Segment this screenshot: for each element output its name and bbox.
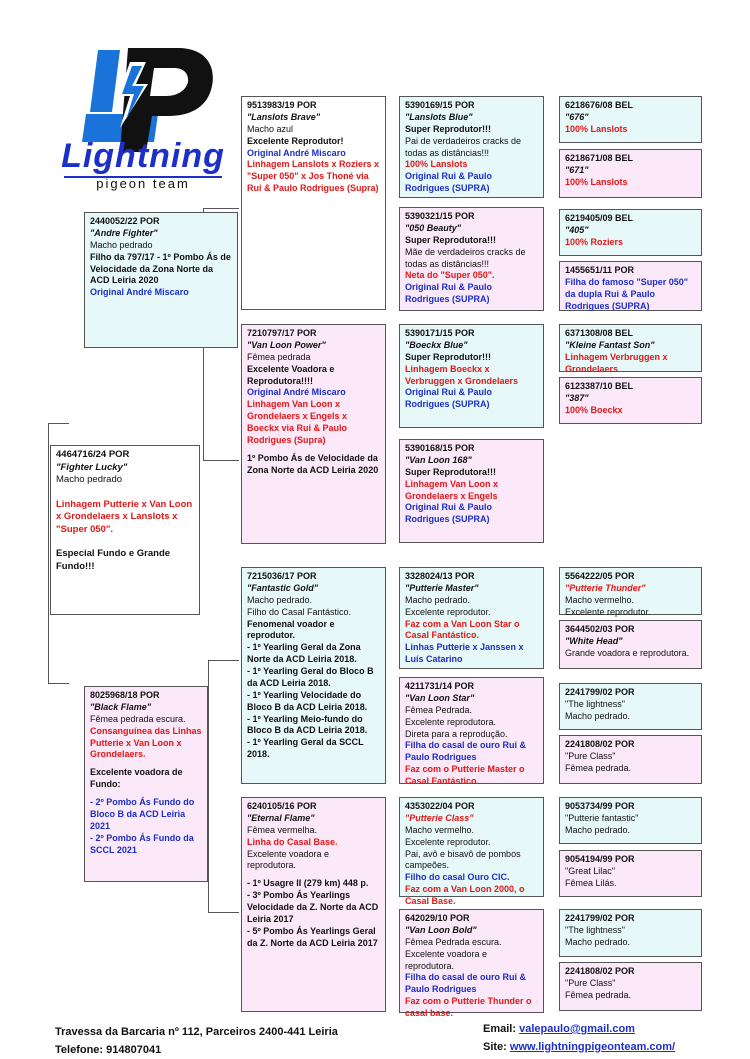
- pedigree-line: 7215036/17 POR: [247, 571, 317, 581]
- pedigree-line: 100% Lanslots: [565, 176, 628, 187]
- site-label: Site:: [483, 1040, 510, 1053]
- email-label: Email:: [483, 1023, 520, 1035]
- pedigree-line: Macho azul: [247, 123, 294, 134]
- pedigree-line: "Lanslots Blue": [405, 111, 473, 122]
- pedigree-line: Fêmea pedrada.: [565, 989, 632, 1000]
- pedigree-line: 5390171/15 POR: [405, 328, 475, 338]
- pedigree-line: Super Reprodutora!!!: [405, 466, 496, 477]
- connector-line: [208, 660, 209, 912]
- pedigree-line: 100% Lanslots: [405, 159, 468, 170]
- pedigree-line: - 1º Usagre II (279 km) 448 p.: [247, 878, 369, 889]
- pedigree-line: - 2º Pombo Ás Fundo da SCCL 2021: [90, 832, 194, 855]
- pedigree-gg-6: [399, 677, 544, 784]
- pedigree-line: Pai, avô e bisavô de pombos campeões.: [405, 848, 521, 871]
- pedigree-line: "676": [565, 111, 589, 122]
- pedigree-line: Macho pedrado.: [565, 710, 631, 721]
- logo: [58, 42, 228, 192]
- pedigree-line: - 1º Yearling Geral da SCCL 2018.: [247, 737, 364, 760]
- pedigree-line: "Great Lilac": [565, 865, 615, 876]
- pedigree-line: Excelente reprodutor.: [405, 836, 491, 847]
- pedigree-line: 8025968/18 POR: [90, 690, 160, 700]
- footer-contact: [55, 1024, 338, 1059]
- pedigree-line: Faz com a Van Loon 2000, o Casal Base.: [405, 884, 525, 906]
- pedigree-line: Excelente Reprodutor!: [247, 135, 344, 146]
- pedigree-line: "Fantastic Gold": [247, 582, 319, 593]
- pedigree-gg-3: [399, 324, 544, 428]
- connector-line: [203, 208, 239, 209]
- pedigree-line: 100% Lanslots: [565, 123, 628, 134]
- pedigree-ggg-1: [559, 96, 702, 143]
- pedigree-line: 5390321/15 POR: [405, 211, 475, 221]
- pedigree-sire: [84, 212, 238, 348]
- connector-line: [48, 683, 69, 684]
- pedigree-line: Macho vermelho.: [405, 824, 475, 835]
- pedigree-ggg-4: [559, 261, 702, 311]
- pedigree-line: Macho pedrado.: [565, 936, 631, 947]
- pedigree-ggg-5: [559, 324, 702, 372]
- brand-sub: pigeon team: [96, 176, 190, 191]
- footer-online: [483, 1021, 675, 1056]
- pedigree-line: Excelente voadora e reprodutora.: [247, 848, 330, 871]
- pedigree-gg-1: [399, 96, 544, 198]
- pedigree-line: "405": [565, 224, 589, 235]
- pedigree-line: - 1º Yearling Geral da Zona Norte da ACD Leiria 2018.: [247, 642, 361, 665]
- pedigree-line: 642029/10 POR: [405, 913, 470, 923]
- pedigree-line: 2241808/02 POR: [565, 966, 635, 976]
- pedigree-line: "Putterie Class": [405, 812, 474, 823]
- pedigree-line: Faz com o Putterie Thunder o casal base.: [405, 996, 532, 1018]
- pedigree-line: 5564222/05 POR: [565, 571, 635, 581]
- pedigree-line: 9513983/19 POR: [247, 100, 317, 110]
- pedigree-line: "Eternal Flame": [247, 812, 315, 823]
- pedigree-line: "The lightness": [565, 698, 625, 709]
- pedigree-line: Consanguínea das Linhas Putterie x Van Loon x Grondelaers.: [90, 725, 202, 760]
- pedigree-line: 1455651/11 POR: [565, 265, 635, 275]
- pedigree-gg-7: [399, 797, 544, 906]
- pedigree-line: "Pure Class": [565, 977, 616, 988]
- pedigree-line: 3644502/03 POR: [565, 624, 635, 634]
- pedigree-line: Original André Miscaro: [247, 387, 346, 398]
- pedigree-line: Direta para a reprodução.: [405, 728, 508, 739]
- pedigree-line: Original André Miscaro: [90, 287, 189, 298]
- pedigree-line: Neta do "Super 050".: [405, 270, 495, 281]
- pedigree-line: Mãe de verdadeiros cracks de todas as distâncias!!!: [405, 246, 526, 269]
- pedigree-line: 1º Pombo Ás de Velocidade da Zona Norte da ACD Leiria 2020: [247, 452, 379, 475]
- pedigree-line: - 1º Yearling Geral do Bloco B da ACD Leiria 2018.: [247, 666, 374, 688]
- connector-line: [203, 460, 239, 461]
- pedigree-gg-5: [399, 567, 544, 669]
- pedigree-line: Filha do casal de ouro Rui & Paulo Rodrigues: [405, 972, 527, 995]
- pedigree-line: Linhagem Boeckx x Verbruggen x Grondelaers: [405, 363, 519, 386]
- pedigree-line: 4464716/24 POR: [56, 449, 130, 460]
- pedigree-gg-4: [399, 439, 544, 543]
- pedigree-line: 4211731/14 POR: [405, 681, 475, 691]
- pedigree-line: "387": [565, 392, 589, 403]
- pedigree-line: Linha do Casal Base.: [247, 836, 338, 847]
- pedigree-line: Faz com a Van Loon Star o Casal Fantástico.: [405, 618, 520, 641]
- pedigree-ggg-11: [559, 797, 702, 844]
- pedigree-line: 6123387/10 BEL: [565, 381, 634, 391]
- pedigree-line: Fenomenal voador e reprodutor.: [247, 618, 335, 641]
- pedigree-line: Filha do famoso "Super 050" da dupla Rui & Paulo Rodrigues (SUPRA): [565, 276, 689, 311]
- pedigree-line: Linhagem Lanslots x Roziers x "Super 050" x Jos Thoné via Rui & Paulo Rodrigues (Supra): [247, 159, 380, 194]
- pedigree-line: Original Rui & Paulo Rodrigues (SUPRA): [405, 282, 493, 305]
- pedigree-grandsire-1: [241, 96, 386, 310]
- pedigree-line: - 2º Pombo Ás Fundo do Bloco B da ACD Leiria 2021: [90, 797, 195, 831]
- pedigree-line: 5390169/15 POR: [405, 100, 475, 110]
- pedigree-line: "Putterie Thunder": [565, 582, 646, 593]
- pedigree-line: 6240105/16 POR: [247, 801, 317, 811]
- pedigree-line: Excelente reprodutor.: [405, 606, 491, 617]
- pedigree-line: Macho pedrado: [56, 474, 123, 486]
- pedigree-line: 7210797/17 POR: [247, 328, 317, 338]
- pedigree-line: "Van Loon Star": [405, 692, 475, 703]
- pedigree-line: - 1º Yearling Velocidade do Bloco B da ACD Leiria 2018.: [247, 689, 368, 712]
- pedigree-ggg-3: [559, 209, 702, 256]
- pedigree-line: Grande voadora e reprodutora.: [565, 647, 690, 658]
- pedigree-line: Original Rui & Paulo Rodrigues (SUPRA): [405, 171, 493, 194]
- pedigree-line: "Van Loon 168": [405, 454, 472, 465]
- pedigree-gg-8: [399, 909, 544, 1018]
- pedigree-line: 2241799/02 POR: [565, 913, 635, 923]
- pedigree-line: "Boeckx Blue": [405, 339, 468, 350]
- pedigree-line: 100% Boeckx: [565, 404, 623, 415]
- brand-word: Lightning: [61, 137, 225, 175]
- pedigree-line: Linhagem Van Loon x Grondelaers x Engels: [405, 478, 499, 501]
- pedigree-granddam-2: [241, 797, 386, 1012]
- pedigree-line: Fêmea vermelha.: [247, 824, 318, 835]
- pedigree-line: - 1º Yearling Meio-fundo do Bloco B da ACD Leiria 2018.: [247, 713, 368, 736]
- pedigree-ggg-6: [559, 377, 702, 424]
- pedigree-line: Macho pedrado.: [565, 824, 631, 835]
- pedigree-line: 2440052/22 POR: [90, 216, 160, 226]
- pedigree-line: "Van Loon Power": [247, 339, 326, 350]
- pedigree-line: Filho da 797/17 - 1º Pombo Ás de Velocidade da Zona Norte da ACD Leiria 2020: [90, 251, 231, 286]
- pedigree-line: Filho do casal Ouro CIC.: [405, 872, 510, 883]
- pedigree-line: Super Reprodutora!!!: [405, 234, 496, 245]
- pedigree-line: Linhagem Putterie x Van Loon x Grondelaers x Lanslots x "Super 050".: [56, 498, 193, 535]
- pedigree-line: Fêmea Pedrada escura.: [405, 936, 502, 947]
- footer-phone: Telefone: 914807041: [55, 1043, 162, 1056]
- pedigree-line: Excelente voadora e reprodutora.: [405, 948, 488, 971]
- pedigree-grandsire-2: [241, 567, 386, 784]
- pedigree-line: Excelente Voadora e Reprodutora!!!!: [247, 363, 335, 386]
- pedigree-ggg-13: [559, 909, 702, 957]
- pedigree-line: Fêmea pedrada.: [565, 762, 632, 773]
- pedigree-line: 2241808/02 POR: [565, 739, 635, 749]
- pedigree-line: 6218671/08 BEL: [565, 153, 634, 163]
- pedigree-line: Especial Fundo e Grande Fundo!!!: [56, 548, 171, 572]
- pedigree-line: 9054194/99 POR: [565, 854, 635, 864]
- pedigree-line: Excelente reprodutor.: [565, 606, 651, 617]
- pedigree-line: "671": [565, 164, 589, 175]
- pedigree-line: Fêmea pedrada escura.: [90, 713, 186, 724]
- pedigree-line: 3328024/13 POR: [405, 571, 475, 581]
- pedigree-line: Faz com o Putterie Master o Casal Fantástico.: [405, 764, 525, 786]
- pedigree-line: Pai de verdadeiros cracks de todas as distâncias!!!: [405, 135, 522, 158]
- pedigree-line: "Kleine Fantast Son": [565, 339, 655, 350]
- pedigree-line: Fêmea Lilás.: [565, 877, 617, 888]
- pedigree-line: 2241799/02 POR: [565, 687, 635, 697]
- pedigree-line: 6219405/09 BEL: [565, 213, 634, 223]
- pedigree-ggg-14: [559, 962, 702, 1011]
- pedigree-line: Macho pedrado.: [247, 594, 313, 605]
- pedigree-line: 4353022/04 POR: [405, 801, 475, 811]
- pedigree-line: "The lightness": [565, 924, 625, 935]
- pedigree-dam: [84, 686, 208, 882]
- pedigree-line: Macho pedrado: [90, 239, 153, 250]
- pedigree-line: Fêmea Pedrada.: [405, 704, 473, 715]
- connector-line: [208, 660, 239, 661]
- pedigree-line: Linhagem Van Loon x Grondelaers x Engels x Boeckx via Rui & Paulo Rodrigues (Supra): [247, 399, 348, 445]
- pedigree-ggg-7: [559, 567, 702, 615]
- pedigree-ggg-9: [559, 683, 702, 730]
- pedigree-line: 100% Roziers: [565, 236, 624, 247]
- pedigree-ggg-10: [559, 735, 702, 784]
- pedigree-line: Filha do casal de ouro Rui & Paulo Rodrigues: [405, 740, 527, 763]
- pedigree-line: Original André Miscaro: [247, 147, 346, 158]
- pedigree-line: "White Head": [565, 635, 623, 646]
- pedigree-line: 6371308/08 BEL: [565, 328, 634, 338]
- pedigree-line: 5390168/15 POR: [405, 443, 475, 453]
- pedigree-line: "Van Loon Bold": [405, 924, 477, 935]
- pedigree-gg-2: [399, 207, 544, 311]
- pedigree-line: "050 Beauty": [405, 222, 462, 233]
- pedigree-line: 9053734/99 POR: [565, 801, 635, 811]
- pedigree-granddam-1: [241, 324, 386, 544]
- site-link[interactable]: www.lightningpigeonteam.com/: [509, 1040, 676, 1053]
- pedigree-ggg-2: [559, 149, 702, 198]
- pedigree-line: "Andre Fighter": [90, 227, 158, 238]
- pedigree-line: Filho do Casal Fantástico.: [247, 606, 352, 617]
- pedigree-line: Macho vermelho.: [565, 594, 635, 605]
- pedigree-ggg-12: [559, 850, 702, 897]
- pedigree-line: "Black Flame": [90, 701, 152, 712]
- connector-line: [48, 423, 49, 683]
- pedigree-line: Super Reprodutor!!!: [405, 123, 491, 134]
- pedigree-line: 6218676/08 BEL: [565, 100, 634, 110]
- email-link[interactable]: valepaulo@gmail.com: [519, 1023, 635, 1035]
- pedigree-line: Original Rui & Paulo Rodrigues (SUPRA): [405, 502, 493, 525]
- pedigree-ggg-8: [559, 620, 702, 669]
- pedigree-line: "Pure Class": [565, 750, 616, 761]
- pedigree-line: Fêmea pedrada: [247, 351, 311, 362]
- pedigree-main: [50, 445, 200, 615]
- pedigree-line: Linhagem Verbruggen x Grondelaers: [565, 351, 668, 374]
- connector-line: [48, 423, 69, 424]
- pedigree-line: Super Reprodutor!!!: [405, 351, 491, 362]
- pedigree-line: - 3º Pombo Ás Yearlings Velocidade da Z. Norte da ACD Leiria 2017: [247, 890, 379, 924]
- pedigree-line: Excelente voadora de Fundo:: [90, 767, 183, 790]
- pedigree-line: Excelente reprodutora.: [405, 716, 497, 727]
- footer-address: Travessa da Barcaria nº 112, Parceiros 2400-441 Leiria: [55, 1026, 338, 1038]
- pedigree-line: "Lanslots Brave": [247, 111, 321, 122]
- pedigree-line: "Putterie Master": [405, 582, 479, 593]
- connector-line: [208, 912, 239, 913]
- pedigree-line: "Fighter Lucky": [56, 461, 128, 473]
- pedigree-line: Original Rui & Paulo Rodrigues (SUPRA): [405, 387, 493, 410]
- pedigree-line: "Putterie fantastic": [565, 812, 639, 823]
- pedigree-line: - 5º Pombo Ás Yearlings Geral da Z. Norte da ACD Leiria 2017: [247, 925, 378, 948]
- pedigree-line: Macho pedrado.: [405, 594, 471, 605]
- pedigree-line: Linhas Putterie x Janssen x Luís Catarino: [405, 642, 524, 665]
